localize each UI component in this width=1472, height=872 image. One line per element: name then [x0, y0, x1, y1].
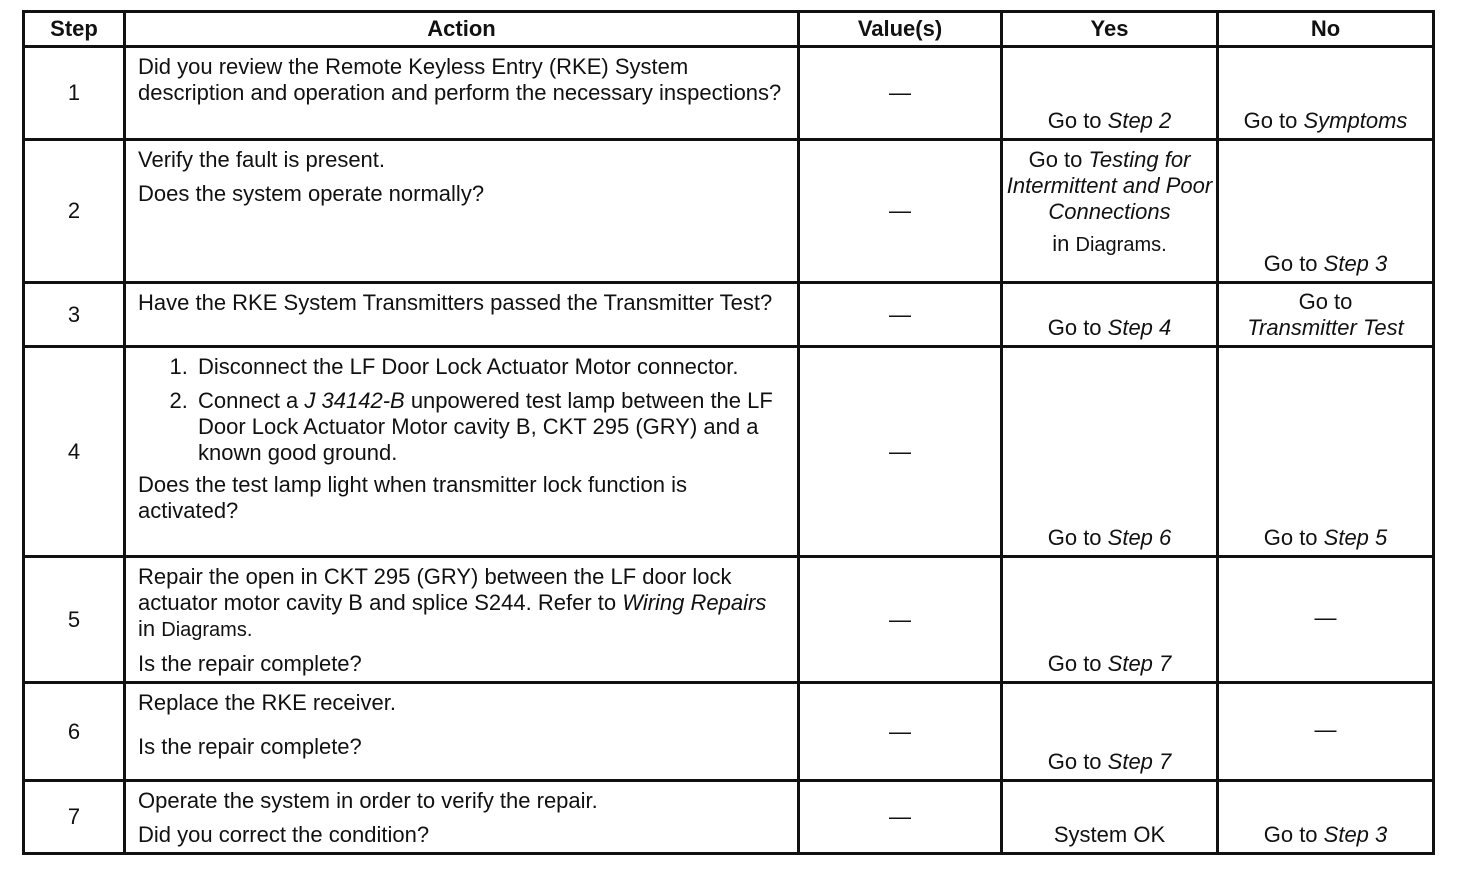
- action-text: Replace the RKE receiver.: [138, 690, 397, 715]
- no-cell: [1218, 47, 1434, 140]
- yes-cell: System OK: [1002, 781, 1218, 854]
- action-question: Does the system operate normally?: [138, 181, 485, 206]
- no-cell: —: [1218, 683, 1434, 781]
- no-cell: —: [1218, 557, 1434, 683]
- action-question: Is the repair complete?: [138, 734, 362, 759]
- action-text: Verify the fault is present.: [138, 147, 386, 172]
- no-link[interactable]: Step 3: [1323, 251, 1388, 276]
- yes-prefix: Go to: [1047, 315, 1108, 340]
- header-action: Action: [125, 12, 799, 47]
- step-number: 6: [24, 683, 125, 781]
- no-link[interactable]: Transmitter Test: [1247, 315, 1404, 340]
- no-prefix: Go to: [1263, 525, 1324, 550]
- action-question: Did you correct the condition?: [138, 822, 430, 847]
- yes-prefix: Go to: [1047, 651, 1108, 676]
- action-question: Is the repair complete?: [138, 651, 362, 676]
- action-cell: [125, 140, 799, 283]
- yes-prefix: Go to: [1047, 108, 1108, 133]
- no-prefix: Go to: [1298, 289, 1353, 314]
- header-no: No: [1218, 12, 1434, 47]
- no-cell: [1218, 781, 1434, 854]
- yes-cell: [1002, 347, 1218, 557]
- header-values: Value(s): [799, 12, 1002, 47]
- no-prefix: Go to: [1243, 108, 1304, 133]
- step-number: 3: [24, 283, 125, 347]
- header-row: [24, 12, 1434, 47]
- diagnostic-table: [22, 10, 1435, 855]
- yes-prefix: Go to: [1047, 749, 1108, 774]
- action-cell: [125, 283, 799, 347]
- action-cell: [125, 683, 799, 781]
- table-row: [24, 347, 1434, 557]
- action-text-part: in: [138, 616, 162, 641]
- action-text: [138, 564, 787, 643]
- table-row: [24, 683, 1434, 781]
- yes-suffix-in: in: [1052, 231, 1076, 256]
- yes-cell: [1002, 557, 1218, 683]
- table-row: [24, 557, 1434, 683]
- no-cell: [1218, 140, 1434, 283]
- action-cell: [125, 47, 799, 140]
- value-cell: —: [799, 683, 1002, 781]
- value-cell: —: [799, 781, 1002, 854]
- tool-number: J 34142-B: [304, 388, 405, 413]
- no-prefix: Go to: [1263, 251, 1324, 276]
- no-cell: [1218, 283, 1434, 347]
- yes-cell: [1002, 140, 1218, 283]
- yes-link[interactable]: Step 2: [1107, 108, 1172, 133]
- step-number: 5: [24, 557, 125, 683]
- yes-cell: [1002, 683, 1218, 781]
- yes-link[interactable]: Step 7: [1107, 749, 1172, 774]
- substep-text: unpowered test lamp between the LF Door Lock Actuator Motor cavity B, CKT 295 (GRY) and a known good ground.: [198, 388, 773, 465]
- value-cell: —: [799, 557, 1002, 683]
- action-question: Does the test lamp light when transmitter lock function is activated?: [138, 472, 688, 523]
- value-cell: —: [799, 47, 1002, 140]
- value-cell: —: [799, 283, 1002, 347]
- yes-link[interactable]: Step 6: [1107, 525, 1172, 550]
- action-text-part: Repair the open in CKT 295 (GRY) between the LF door lock actuator motor cavity B and splice S244. Refer to: [138, 564, 732, 615]
- yes-link[interactable]: Testing for Intermittent and Poor Connections: [1006, 147, 1213, 224]
- no-prefix: Go to: [1263, 822, 1324, 847]
- header-step: Step: [24, 12, 125, 47]
- wiring-repairs-link[interactable]: Wiring Repairs: [622, 590, 767, 615]
- value-cell: —: [799, 347, 1002, 557]
- substep-item: [194, 388, 787, 466]
- table-row: [24, 781, 1434, 854]
- action-cell: [125, 781, 799, 854]
- action-text: Have the RKE System Transmitters passed the Transmitter Test?: [138, 290, 773, 315]
- table-row: [24, 283, 1434, 347]
- no-link[interactable]: Step 5: [1323, 525, 1388, 550]
- substep-item: 1. Disconnect the LF Door Lock Actuator Motor connector.: [194, 354, 787, 380]
- substep-list: [138, 354, 787, 466]
- yes-cell: [1002, 47, 1218, 140]
- no-link[interactable]: Step 3: [1323, 822, 1388, 847]
- step-number: 2: [24, 140, 125, 283]
- yes-link[interactable]: Step 4: [1107, 315, 1172, 340]
- yes-prefix: Go to: [1028, 147, 1089, 172]
- action-cell: [125, 347, 799, 557]
- value-cell: —: [799, 140, 1002, 283]
- step-number: 1: [24, 47, 125, 140]
- no-link[interactable]: Symptoms: [1303, 108, 1408, 133]
- action-cell: [125, 557, 799, 683]
- step-number: 7: [24, 781, 125, 854]
- table-row: [24, 47, 1434, 140]
- no-cell: [1218, 347, 1434, 557]
- step-number: 4: [24, 347, 125, 557]
- yes-cell: [1002, 283, 1218, 347]
- substep-text: Connect a: [198, 388, 305, 413]
- yes-prefix: Go to: [1047, 525, 1108, 550]
- table-row: [24, 140, 1434, 283]
- action-text: Operate the system in order to verify the repair.: [138, 788, 598, 813]
- yes-suffix: Diagrams.: [1075, 234, 1167, 256]
- yes-link[interactable]: Step 7: [1107, 651, 1172, 676]
- action-text-part: Diagrams.: [161, 619, 253, 641]
- header-yes: Yes: [1002, 12, 1218, 47]
- action-text: Did you review the Remote Keyless Entry (RKE) System description and operation and perform the necessary inspections?: [138, 54, 782, 105]
